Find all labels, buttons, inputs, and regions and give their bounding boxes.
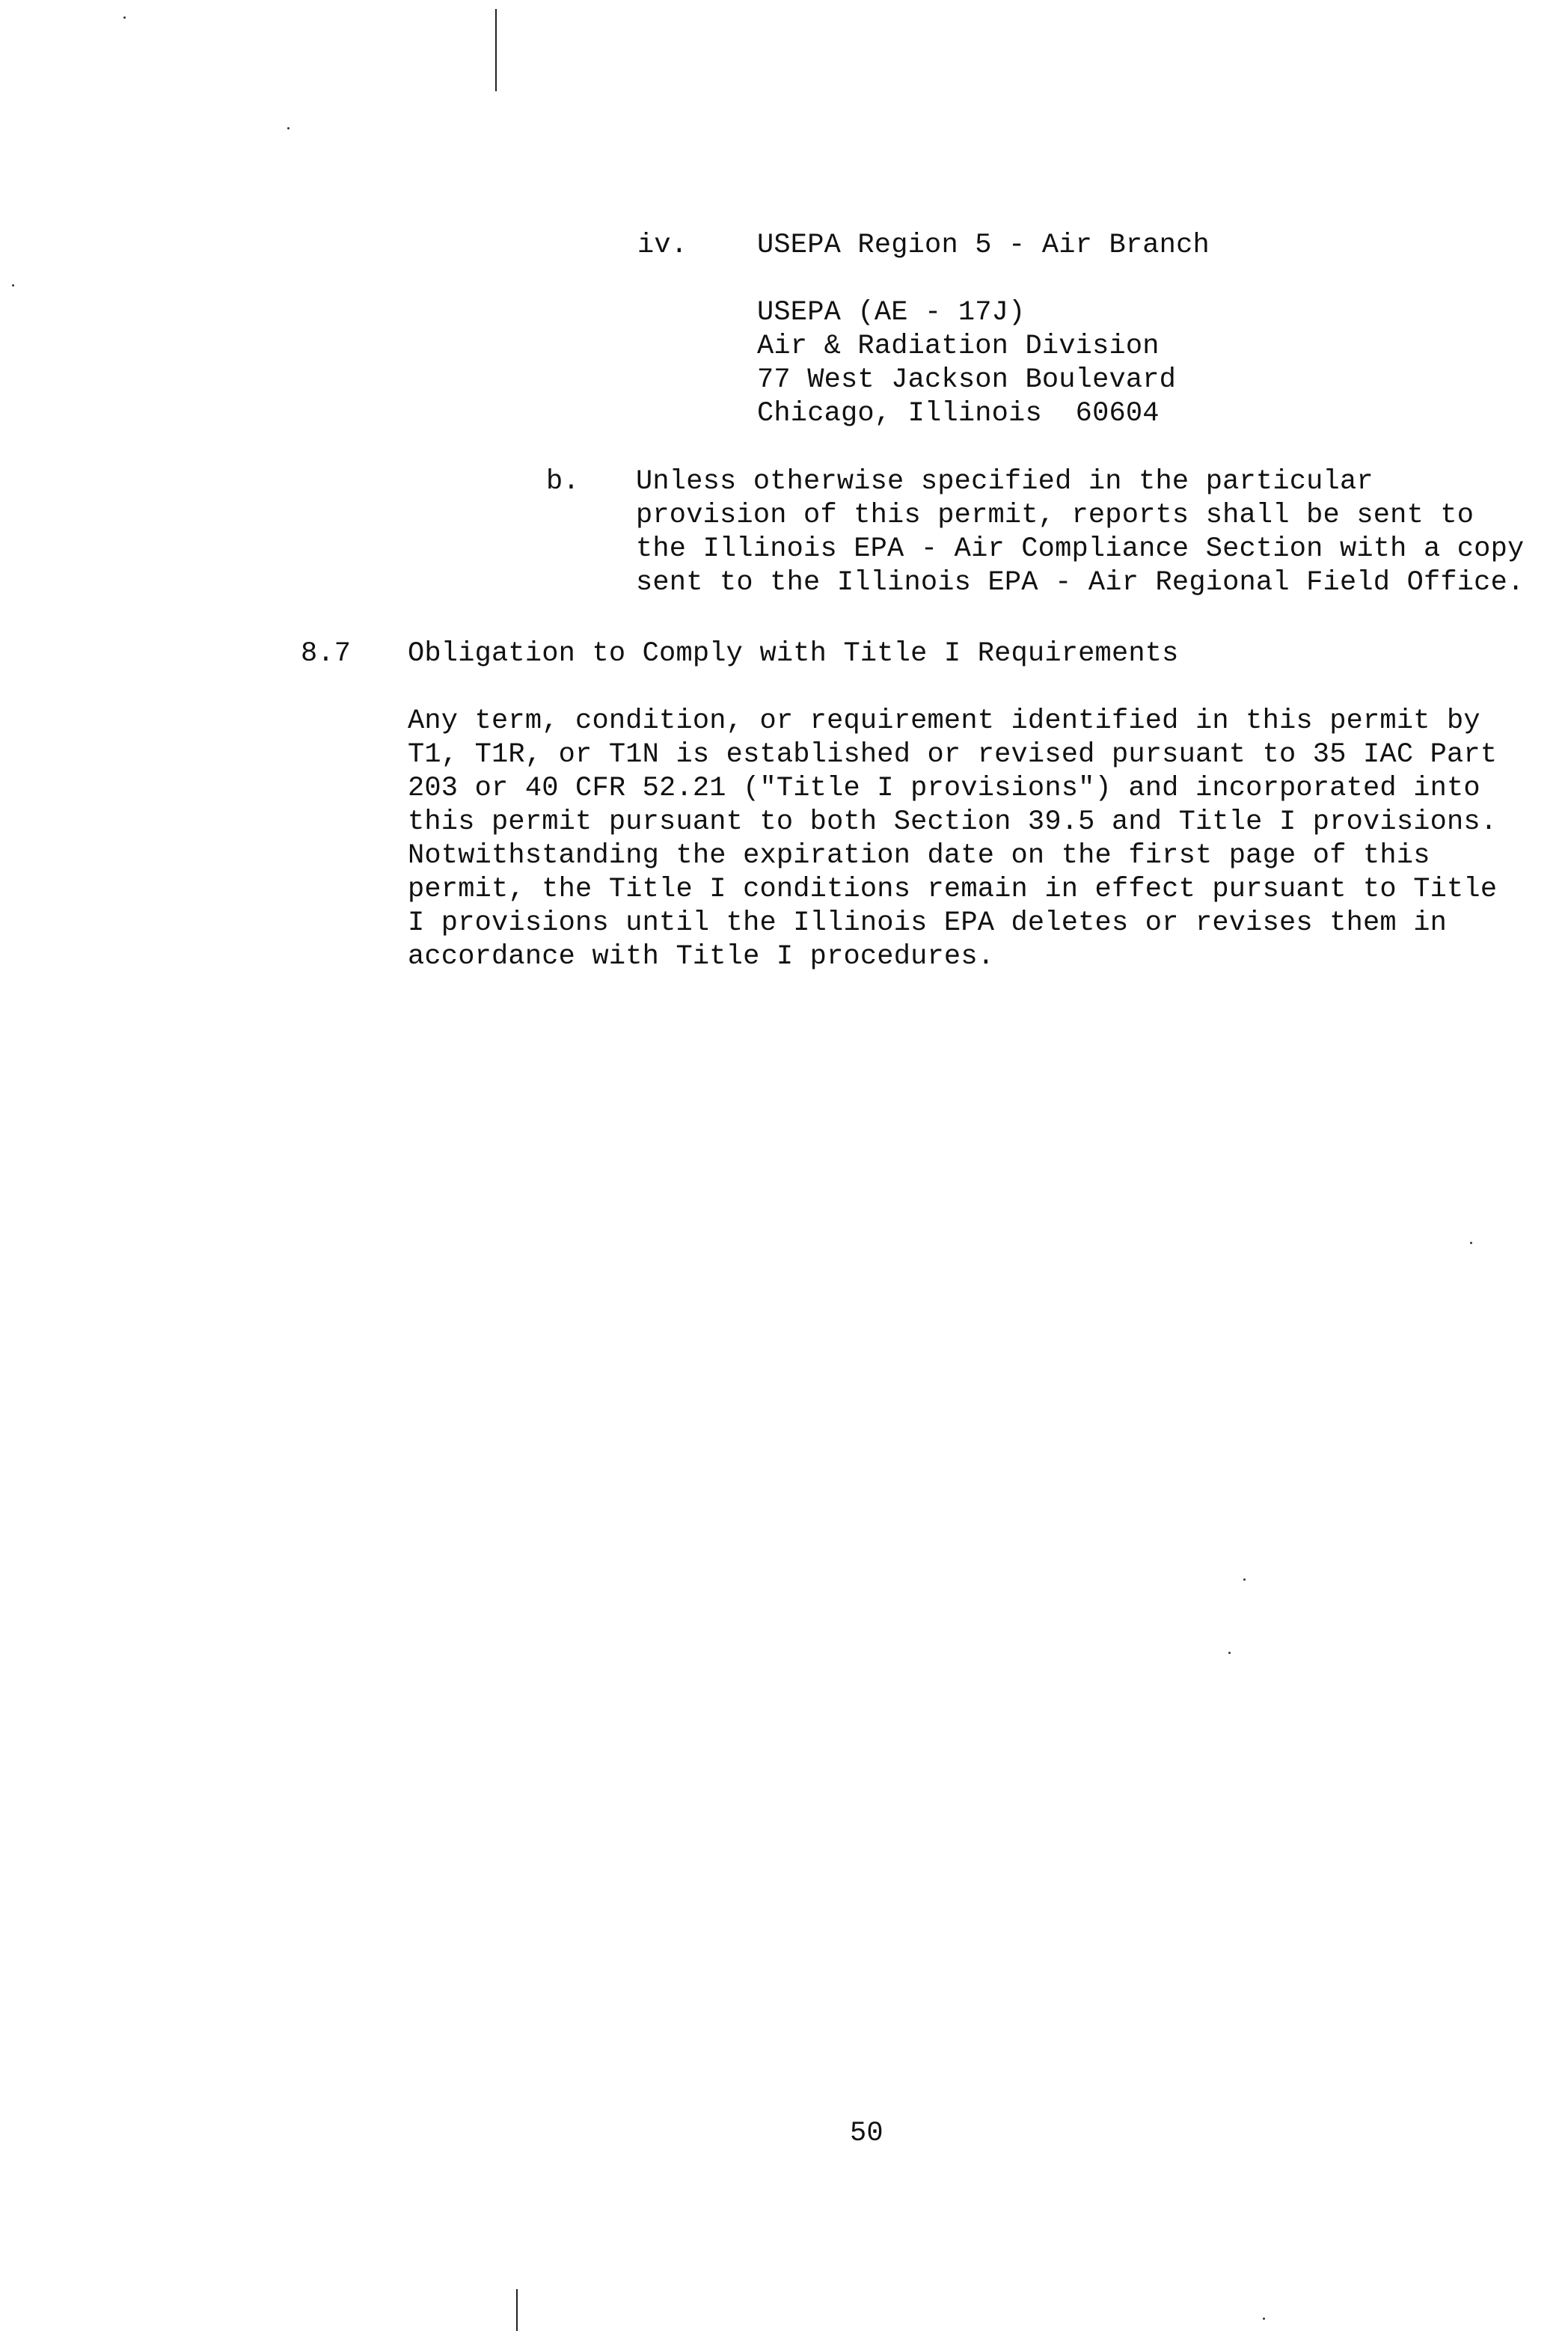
scan-artifact-dot xyxy=(1228,1652,1231,1654)
paragraph-line: provision of this permit, reports shall be sent to xyxy=(636,500,1474,531)
paragraph-line: Unless otherwise specified in the particular xyxy=(636,466,1373,497)
paragraph-line: Any term, condition, or requirement identified in this permit by xyxy=(408,705,1480,737)
paragraph-line: 203 or 40 CFR 52.21 ("Title I provisions") and incorporated into xyxy=(408,773,1480,804)
paragraph-line: Notwithstanding the expiration date on the first page of this xyxy=(408,840,1430,872)
scan-artifact-dot xyxy=(123,16,126,19)
address-line: Chicago, Illinois 60604 xyxy=(757,398,1160,429)
scan-artifact-dot xyxy=(12,284,14,287)
item-iv-heading: USEPA Region 5 - Air Branch xyxy=(757,230,1210,261)
address-line: 77 West Jackson Boulevard xyxy=(757,364,1177,396)
paragraph-line: accordance with Title I procedures. xyxy=(408,941,995,972)
scan-artifact-line-bottom xyxy=(516,2289,518,2331)
section-number: 8.7 xyxy=(301,638,352,670)
paragraph-line: sent to the Illinois EPA - Air Regional Field Office. xyxy=(636,567,1525,598)
page-number: 50 xyxy=(850,2118,883,2149)
list-marker-b: b. xyxy=(546,466,580,497)
address-line: Air & Radiation Division xyxy=(757,331,1160,362)
paragraph-line: this permit pursuant to both Section 39.5 and Title I provisions. xyxy=(408,806,1498,838)
paragraph-line: the Illinois EPA - Air Compliance Section with a copy xyxy=(636,533,1525,565)
paragraph-line: permit, the Title I conditions remain in effect pursuant to Title xyxy=(408,874,1498,905)
scan-artifact-dot xyxy=(1470,1242,1472,1244)
paragraph-line: I provisions until the Illinois EPA deletes or revises them in xyxy=(408,907,1448,939)
scan-artifact-dot xyxy=(1243,1578,1246,1581)
paragraph-line: T1, T1R, or T1N is established or revised pursuant to 35 IAC Part xyxy=(408,739,1498,771)
scan-artifact-dot xyxy=(1263,2318,1265,2320)
section-title: Obligation to Comply with Title I Requirements xyxy=(408,638,1179,670)
scan-artifact-line-top xyxy=(495,9,497,91)
scan-artifact-dot xyxy=(287,127,290,129)
list-marker-iv: iv. xyxy=(637,230,688,261)
address-line: USEPA (AE - 17J) xyxy=(757,297,1026,328)
